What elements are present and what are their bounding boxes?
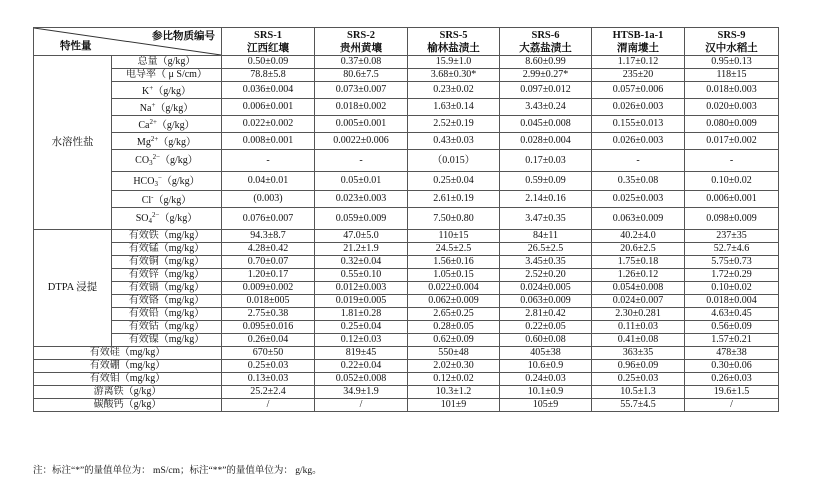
value-cell: 1.63±0.14 bbox=[408, 99, 500, 116]
value-cell: 0.095±0.016 bbox=[222, 321, 315, 334]
value-cell: 0.024±0.005 bbox=[500, 282, 592, 295]
ion-unit: （g/kg） bbox=[153, 195, 192, 206]
value-cell: 1.20±0.17 bbox=[222, 269, 315, 282]
value-cell: 405±38 bbox=[500, 347, 592, 360]
value-cell: 0.057±0.006 bbox=[592, 82, 685, 99]
column-code: SRS-1 bbox=[253, 29, 282, 41]
table-row bbox=[34, 243, 779, 256]
value-cell: 1.56±0.16 bbox=[408, 256, 500, 269]
value-cell: 8.60±0.99 bbox=[500, 56, 592, 69]
value-cell: 101±9 bbox=[408, 399, 500, 412]
value-cell: 2.30±0.281 bbox=[592, 308, 685, 321]
row-label bbox=[112, 191, 222, 208]
column-header bbox=[222, 28, 315, 56]
table-row bbox=[34, 282, 779, 295]
row-label: 游离铁（g/kg） bbox=[34, 386, 222, 399]
value-cell: 0.60±0.08 bbox=[500, 334, 592, 347]
row-label bbox=[112, 208, 222, 230]
value-cell: 0.155±0.013 bbox=[592, 116, 685, 133]
value-cell: 0.026±0.003 bbox=[592, 133, 685, 150]
value-cell: 2.14±0.16 bbox=[500, 191, 592, 208]
value-cell: 0.025±0.003 bbox=[592, 191, 685, 208]
value-cell: 2.52±0.20 bbox=[500, 269, 592, 282]
row-label: 有效钴（mg/kg） bbox=[112, 321, 222, 334]
header-row bbox=[34, 28, 779, 56]
ion-charge: 2− bbox=[152, 211, 160, 219]
value-cell: 0.036±0.004 bbox=[222, 82, 315, 99]
row-label: 有效铜（mg/kg） bbox=[112, 256, 222, 269]
value-cell: - bbox=[222, 150, 315, 172]
value-cell: 0.95±0.13 bbox=[685, 56, 779, 69]
header-corner-cell bbox=[34, 28, 222, 56]
value-cell: 0.0022±0.006 bbox=[315, 133, 408, 150]
value-cell: / bbox=[222, 399, 315, 412]
value-cell: 0.25±0.04 bbox=[408, 172, 500, 191]
ion-subscript: 3 bbox=[154, 180, 158, 188]
table-row bbox=[34, 230, 779, 243]
value-cell: 0.018±0.002 bbox=[315, 99, 408, 116]
value-cell: 4.63±0.45 bbox=[685, 308, 779, 321]
value-cell: 0.054±0.008 bbox=[592, 282, 685, 295]
column-code: SRS-6 bbox=[531, 29, 560, 41]
value-cell: 0.063±0.009 bbox=[592, 208, 685, 230]
value-cell: 55.7±4.5 bbox=[592, 399, 685, 412]
value-cell: 0.24±0.03 bbox=[500, 373, 592, 386]
column-header bbox=[315, 28, 408, 56]
value-cell: (0.003) bbox=[222, 191, 315, 208]
value-cell: 0.28±0.05 bbox=[408, 321, 500, 334]
row-label: 有效硅（mg/kg） bbox=[34, 347, 222, 360]
ion-subscript: 3 bbox=[149, 159, 153, 167]
value-cell: 0.028±0.004 bbox=[500, 133, 592, 150]
row-label: 有效锰（mg/kg） bbox=[112, 243, 222, 256]
table-body bbox=[34, 56, 779, 412]
value-cell: 26.5±2.5 bbox=[500, 243, 592, 256]
column-name: 大荔盐渍土 bbox=[519, 42, 572, 54]
value-cell: 2.02±0.30 bbox=[408, 360, 500, 373]
column-header bbox=[685, 28, 779, 56]
group-label: 水溶性盐 bbox=[34, 56, 112, 230]
value-cell: 1.26±0.12 bbox=[592, 269, 685, 282]
value-cell: 0.22±0.04 bbox=[315, 360, 408, 373]
value-cell: 1.72±0.29 bbox=[685, 269, 779, 282]
column-name: 江西红壤 bbox=[247, 42, 289, 54]
column-header bbox=[408, 28, 500, 56]
value-cell: 0.32±0.04 bbox=[315, 256, 408, 269]
table-row bbox=[34, 150, 779, 172]
ion-unit: （g/kg） bbox=[160, 155, 198, 166]
value-cell: 0.12±0.03 bbox=[315, 334, 408, 347]
value-cell: 34.9±1.9 bbox=[315, 386, 408, 399]
value-cell: 1.81±0.28 bbox=[315, 308, 408, 321]
table-row bbox=[34, 347, 779, 360]
value-cell: 0.26±0.04 bbox=[222, 334, 315, 347]
value-cell: 2.81±0.42 bbox=[500, 308, 592, 321]
value-cell: 1.17±0.12 bbox=[592, 56, 685, 69]
ion-symbol: Mg bbox=[136, 137, 151, 148]
corner-top-label: 参比物质编号 bbox=[152, 31, 215, 42]
value-cell: 0.26±0.03 bbox=[685, 373, 779, 386]
ion-charge: + bbox=[151, 101, 156, 109]
value-cell: 80.6±7.5 bbox=[315, 69, 408, 82]
table-row bbox=[34, 386, 779, 399]
value-cell: 0.009±0.002 bbox=[222, 282, 315, 295]
value-cell: 0.37±0.08 bbox=[315, 56, 408, 69]
value-cell: 0.012±0.003 bbox=[315, 282, 408, 295]
value-cell: 0.55±0.10 bbox=[315, 269, 408, 282]
value-cell: 3.45±0.35 bbox=[500, 256, 592, 269]
value-cell: 0.097±0.012 bbox=[500, 82, 592, 99]
row-label: 碳酸钙（g/kg） bbox=[34, 399, 222, 412]
value-cell: 4.28±0.42 bbox=[222, 243, 315, 256]
value-cell: 0.11±0.03 bbox=[592, 321, 685, 334]
column-code: SRS-2 bbox=[346, 29, 375, 41]
column-code: HTSB-1a-1 bbox=[612, 29, 664, 41]
value-cell: 0.022±0.002 bbox=[222, 116, 315, 133]
value-cell: - bbox=[315, 150, 408, 172]
ion-unit: （g/kg） bbox=[153, 86, 191, 97]
ion-unit: （g/kg） bbox=[155, 103, 194, 114]
corner-bottom-label: 特性量 bbox=[60, 41, 92, 52]
row-label bbox=[112, 133, 222, 150]
value-cell: 0.25±0.03 bbox=[592, 373, 685, 386]
value-cell: 94.3±8.7 bbox=[222, 230, 315, 243]
value-cell: 0.018±0.004 bbox=[685, 295, 779, 308]
value-cell: 0.12±0.02 bbox=[408, 373, 500, 386]
value-cell: 0.25±0.04 bbox=[315, 321, 408, 334]
ion-charge: − bbox=[157, 174, 162, 182]
column-header bbox=[500, 28, 592, 56]
row-label: 有效锌（mg/kg） bbox=[112, 269, 222, 282]
value-cell: 0.020±0.003 bbox=[685, 99, 779, 116]
value-cell: 0.062±0.009 bbox=[408, 295, 500, 308]
footnote: 注：标注“*”的量值单位为： mS/cm；标注“**”的量值单位为： g/kg。 bbox=[33, 466, 322, 476]
ion-charge: + bbox=[149, 84, 154, 92]
table-row bbox=[34, 133, 779, 150]
row-label: 有效铁（mg/kg） bbox=[112, 230, 222, 243]
row-label: 有效硼（mg/kg） bbox=[34, 360, 222, 373]
table-row bbox=[34, 321, 779, 334]
value-cell: 0.62±0.09 bbox=[408, 334, 500, 347]
ion-symbol: Ca bbox=[138, 120, 150, 131]
ion-symbol: Na bbox=[139, 103, 152, 114]
value-cell: 0.063±0.009 bbox=[500, 295, 592, 308]
value-cell: 3.47±0.35 bbox=[500, 208, 592, 230]
ion-symbol: K bbox=[142, 86, 150, 97]
value-cell: 7.50±0.80 bbox=[408, 208, 500, 230]
group-label: DTPA 浸提 bbox=[34, 230, 112, 347]
value-cell: 25.2±2.4 bbox=[222, 386, 315, 399]
row-label: 有效铬（mg/kg） bbox=[112, 295, 222, 308]
row-label: 有效铅（mg/kg） bbox=[112, 308, 222, 321]
row-label: 总量（g/kg） bbox=[112, 56, 222, 69]
value-cell: 10.6±0.9 bbox=[500, 360, 592, 373]
value-cell: 15.9±1.0 bbox=[408, 56, 500, 69]
value-cell: 2.61±0.19 bbox=[408, 191, 500, 208]
ion-unit: （g/kg） bbox=[161, 176, 200, 187]
value-cell: 0.05±0.01 bbox=[315, 172, 408, 191]
value-cell: 0.56±0.09 bbox=[685, 321, 779, 334]
value-cell: 0.50±0.09 bbox=[222, 56, 315, 69]
value-cell: 1.75±0.18 bbox=[592, 256, 685, 269]
value-cell: 0.080±0.009 bbox=[685, 116, 779, 133]
value-cell: 110±15 bbox=[408, 230, 500, 243]
value-cell: 40.2±4.0 bbox=[592, 230, 685, 243]
value-cell: 0.30±0.06 bbox=[685, 360, 779, 373]
value-cell: - bbox=[685, 150, 779, 172]
row-label bbox=[112, 150, 222, 172]
ion-symbol: HCO bbox=[133, 176, 155, 187]
value-cell: 24.5±2.5 bbox=[408, 243, 500, 256]
value-cell: 3.43±0.24 bbox=[500, 99, 592, 116]
value-cell: 0.35±0.08 bbox=[592, 172, 685, 191]
ion-charge: 2+ bbox=[150, 135, 159, 143]
value-cell: 0.073±0.007 bbox=[315, 82, 408, 99]
value-cell: - bbox=[592, 150, 685, 172]
row-label: 有效镍（mg/kg） bbox=[112, 334, 222, 347]
value-cell: 0.96±0.09 bbox=[592, 360, 685, 373]
value-cell: 0.13±0.03 bbox=[222, 373, 315, 386]
value-cell: 0.052±0.008 bbox=[315, 373, 408, 386]
ion-unit: （g/kg） bbox=[158, 137, 197, 148]
column-name: 榆林盐渍土 bbox=[427, 42, 480, 54]
value-cell: 19.6±1.5 bbox=[685, 386, 779, 399]
value-cell: 0.023±0.003 bbox=[315, 191, 408, 208]
value-cell: 819±45 bbox=[315, 347, 408, 360]
table-row bbox=[34, 256, 779, 269]
table-row bbox=[34, 208, 779, 230]
row-label bbox=[112, 116, 222, 133]
value-cell: 2.52±0.19 bbox=[408, 116, 500, 133]
value-cell: 1.05±0.15 bbox=[408, 269, 500, 282]
value-cell: 0.006±0.001 bbox=[222, 99, 315, 116]
value-cell: 237±35 bbox=[685, 230, 779, 243]
column-header bbox=[592, 28, 685, 56]
value-cell: 0.41±0.08 bbox=[592, 334, 685, 347]
table-row bbox=[34, 191, 779, 208]
value-cell: 0.018±005 bbox=[222, 295, 315, 308]
value-cell: （0.015） bbox=[408, 150, 500, 172]
value-cell: 550±48 bbox=[408, 347, 500, 360]
value-cell: 20.6±2.5 bbox=[592, 243, 685, 256]
value-cell: 235±20 bbox=[592, 69, 685, 82]
table-row bbox=[34, 334, 779, 347]
value-cell: 52.7±4.6 bbox=[685, 243, 779, 256]
table-row bbox=[34, 172, 779, 191]
value-cell: 0.23±0.02 bbox=[408, 82, 500, 99]
value-cell: 0.045±0.008 bbox=[500, 116, 592, 133]
ion-unit: （g/kg） bbox=[159, 213, 198, 224]
table-row bbox=[34, 56, 779, 69]
value-cell: / bbox=[685, 399, 779, 412]
value-cell: 0.17±0.03 bbox=[500, 150, 592, 172]
value-cell: 0.024±0.007 bbox=[592, 295, 685, 308]
value-cell: 21.2±1.9 bbox=[315, 243, 408, 256]
table-row bbox=[34, 295, 779, 308]
value-cell: 0.10±0.02 bbox=[685, 172, 779, 191]
value-cell: 10.5±1.3 bbox=[592, 386, 685, 399]
reference-materials-table bbox=[33, 27, 779, 412]
value-cell: 78.8±5.8 bbox=[222, 69, 315, 82]
ion-unit: （g/kg） bbox=[156, 120, 195, 131]
value-cell: 0.22±0.05 bbox=[500, 321, 592, 334]
value-cell: 2.65±0.25 bbox=[408, 308, 500, 321]
value-cell: 0.076±0.007 bbox=[222, 208, 315, 230]
value-cell: 363±35 bbox=[592, 347, 685, 360]
value-cell: 10.3±1.2 bbox=[408, 386, 500, 399]
value-cell: 47.0±5.0 bbox=[315, 230, 408, 243]
value-cell: 2.75±0.38 bbox=[222, 308, 315, 321]
row-label: 有效钼（mg/kg） bbox=[34, 373, 222, 386]
value-cell: 0.026±0.003 bbox=[592, 99, 685, 116]
row-label: 电导率（ μ S/cm） bbox=[112, 69, 222, 82]
ion-charge: - bbox=[151, 193, 154, 201]
value-cell: 0.10±0.02 bbox=[685, 282, 779, 295]
value-cell: 0.04±0.01 bbox=[222, 172, 315, 191]
column-name: 汉中水稻土 bbox=[705, 42, 758, 54]
row-label: 有效镉（mg/kg） bbox=[112, 282, 222, 295]
value-cell: 0.43±0.03 bbox=[408, 133, 500, 150]
ion-charge: 2− bbox=[152, 153, 161, 161]
ion-charge: 2+ bbox=[149, 118, 157, 126]
table-row bbox=[34, 69, 779, 82]
table-row bbox=[34, 360, 779, 373]
column-name: 渭南塿土 bbox=[617, 42, 659, 54]
value-cell: 3.68±0.30* bbox=[408, 69, 500, 82]
table-row bbox=[34, 399, 779, 412]
ion-symbol: Cl bbox=[141, 195, 152, 206]
value-cell: 670±50 bbox=[222, 347, 315, 360]
row-label bbox=[112, 82, 222, 99]
value-cell: 0.022±0.004 bbox=[408, 282, 500, 295]
value-cell: 0.018±0.003 bbox=[685, 82, 779, 99]
value-cell: 0.098±0.009 bbox=[685, 208, 779, 230]
table-row bbox=[34, 116, 779, 133]
column-code: SRS-9 bbox=[717, 29, 746, 41]
value-cell: 118±15 bbox=[685, 69, 779, 82]
value-cell: 105±9 bbox=[500, 399, 592, 412]
value-cell: 10.1±0.9 bbox=[500, 386, 592, 399]
table-row bbox=[34, 308, 779, 321]
ion-symbol: CO bbox=[135, 155, 150, 166]
table-row bbox=[34, 373, 779, 386]
value-cell: 0.017±0.002 bbox=[685, 133, 779, 150]
value-cell: 2.99±0.27* bbox=[500, 69, 592, 82]
value-cell: 1.57±0.21 bbox=[685, 334, 779, 347]
row-label bbox=[112, 99, 222, 116]
table-row bbox=[34, 269, 779, 282]
value-cell: 84±11 bbox=[500, 230, 592, 243]
column-name: 贵州黄壤 bbox=[340, 42, 382, 54]
ion-symbol: SO bbox=[135, 213, 149, 224]
row-label bbox=[112, 172, 222, 191]
value-cell: 5.75±0.73 bbox=[685, 256, 779, 269]
table-row bbox=[34, 99, 779, 116]
value-cell: 478±38 bbox=[685, 347, 779, 360]
value-cell: / bbox=[315, 399, 408, 412]
value-cell: 0.006±0.001 bbox=[685, 191, 779, 208]
value-cell: 0.25±0.03 bbox=[222, 360, 315, 373]
value-cell: 0.008±0.001 bbox=[222, 133, 315, 150]
value-cell: 0.70±0.07 bbox=[222, 256, 315, 269]
value-cell: 0.005±0.001 bbox=[315, 116, 408, 133]
column-code: SRS-5 bbox=[439, 29, 468, 41]
ion-subscript: 4 bbox=[148, 217, 153, 225]
value-cell: 0.59±0.09 bbox=[500, 172, 592, 191]
value-cell: 0.059±0.009 bbox=[315, 208, 408, 230]
value-cell: 0.019±0.005 bbox=[315, 295, 408, 308]
table-row bbox=[34, 82, 779, 99]
